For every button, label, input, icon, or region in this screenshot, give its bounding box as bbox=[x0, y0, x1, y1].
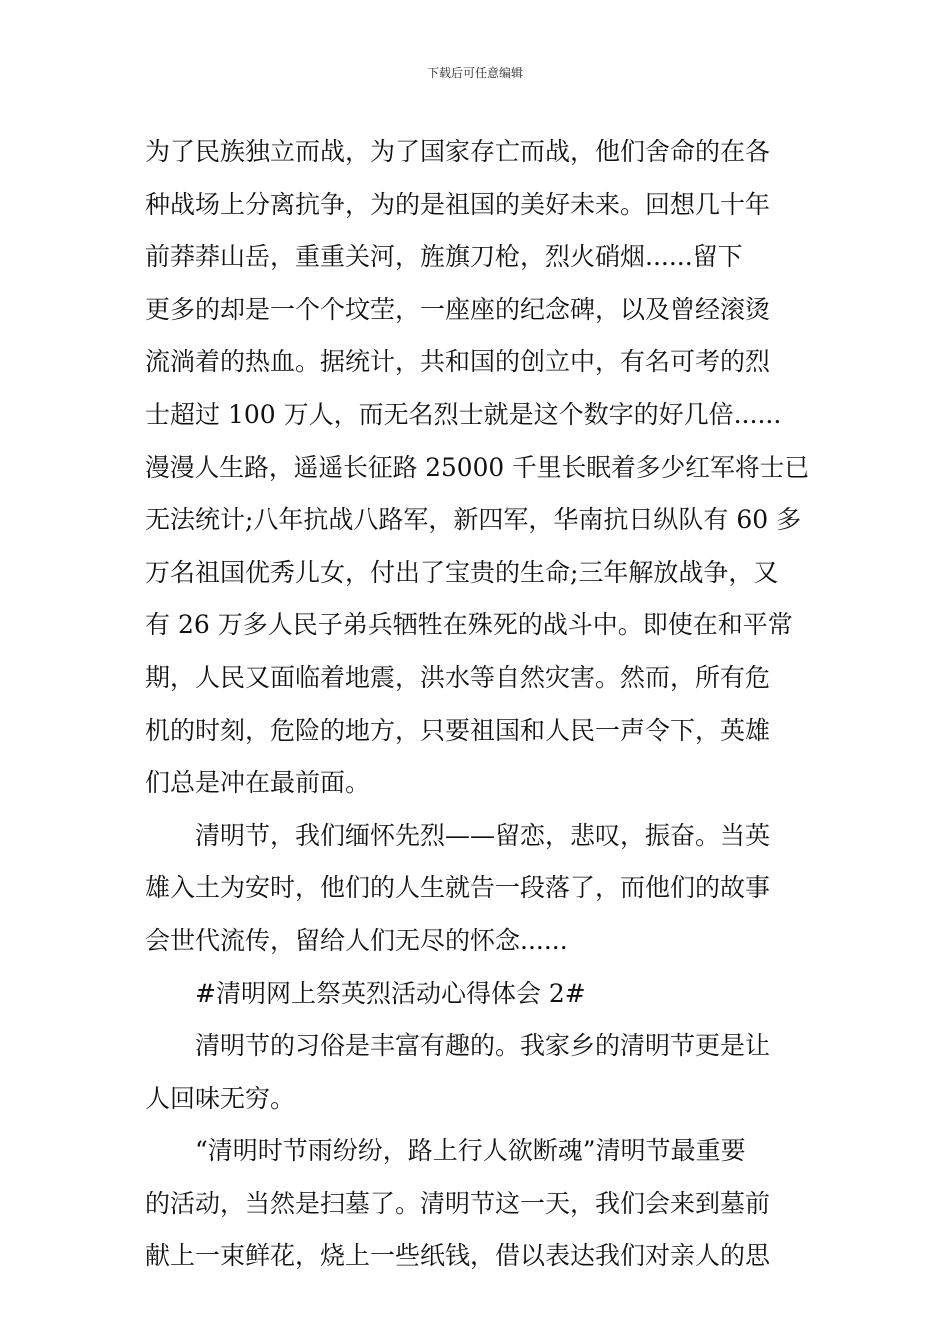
text-line: 更多的却是一个个坟茔，一座座的纪念碑，以及曾经滚烫 bbox=[145, 294, 771, 324]
text-line: 流淌着的热血。据统计，共和国的创立中，有名可考的烈 bbox=[145, 347, 771, 377]
text-line: 有 26 万多人民子弟兵牺牲在殊死的战斗中。即使在和平常 bbox=[145, 610, 793, 640]
text-line: 会世代流传，留给人们无尽的怀念...... bbox=[145, 925, 568, 955]
text-line: 献上一束鲜花，烧上一些纸钱，借以表达我们对亲人的思 bbox=[145, 1241, 771, 1271]
text-line: 清明节，我们缅怀先烈——留恋，悲叹，振奋。当英 bbox=[195, 820, 771, 850]
text-line: 前莽莽山岳，重重关河，旌旗刀枪，烈火硝烟......留下 bbox=[145, 242, 743, 272]
text-line: 雄入土为安时，他们的人生就告一段落了，而他们的故事 bbox=[145, 873, 771, 903]
document-body bbox=[145, 126, 809, 1283]
text-line: 为了民族独立而战，为了国家存亡而战，他们舍命的在各 bbox=[145, 137, 771, 166]
text-line: 无法统计;八年抗战八路军，新四军，华南抗日纵队有 60 多 bbox=[145, 505, 802, 535]
text-line: 们总是冲在最前面。 bbox=[145, 768, 371, 798]
text-line: 人回味无穷。 bbox=[145, 1083, 296, 1113]
text-line: 漫漫人生路，遥遥长征路 25000 千里长眠着多少红军将士已 bbox=[145, 452, 810, 482]
page-header: 下载后可任意编辑 bbox=[426, 66, 523, 80]
text-line: #清明网上祭英烈活动心得体会 2# bbox=[195, 978, 586, 1008]
text-line: 士超过 100 万人，而无名烈士就是这个数字的好几倍...... bbox=[145, 399, 782, 429]
text-line: 种战场上分离抗争，为的是祖国的美好未来。回想几十年 bbox=[145, 189, 771, 219]
text-line: 清明节的习俗是丰富有趣的。我家乡的清明节更是让 bbox=[195, 1031, 771, 1061]
text-line: 期，人民又面临着地震，洪水等自然灾害。然而，所有危 bbox=[145, 662, 771, 692]
text-line: 的活动，当然是扫墓了。清明节这一天，我们会来到墓前 bbox=[145, 1188, 771, 1218]
text-line: 万名祖国优秀儿女，付出了宝贵的生命;三年解放战争，又 bbox=[145, 557, 779, 587]
text-line: 机的时刻，危险的地方，只要祖国和人民一声令下，英雄 bbox=[145, 715, 771, 745]
text-line: “清明时节雨纷纷，路上行人欲断魂”清明节最重要 bbox=[195, 1136, 746, 1166]
